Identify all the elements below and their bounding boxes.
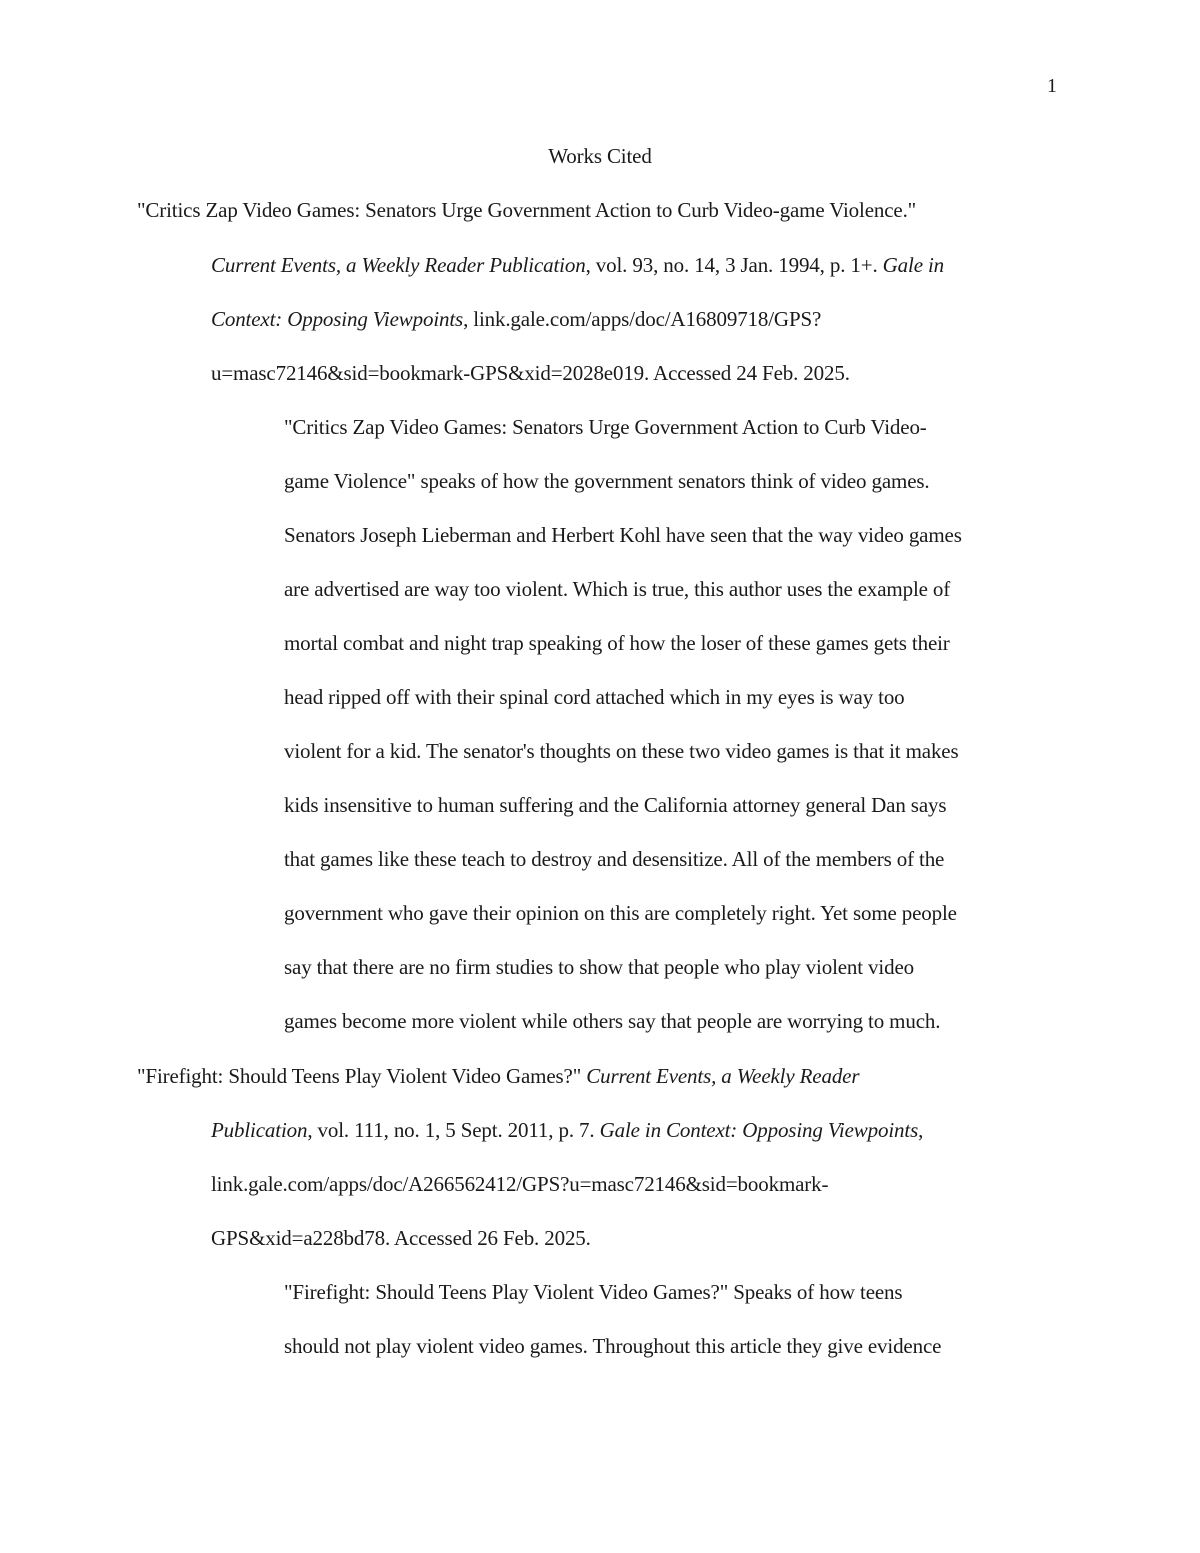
citation-1-publication: Current Events, a Weekly Reader Publication [211,253,586,277]
citation-1-line-2 [211,252,944,278]
citation-2-publication-start: Current Events, a Weekly Reader [586,1064,860,1088]
annotation-1-line: are advertised are way too violent. Which is true, this author uses the example of [284,577,951,601]
citation-2-comma: , [918,1118,924,1142]
annotation-1-line: government who gave their opinion on this are completely right. Yet some people [284,901,957,925]
citation-1-line-4: u=masc72146&sid=bookmark-GPS&xid=2028e019. Accessed 24 Feb. 2025. [211,361,850,385]
annotation-1-line: kids insensitive to human suffering and the California attorney general Dan says [284,793,947,817]
citation-2-details: , vol. 111, no. 1, 5 Sept. 2011, p. 7. [307,1118,600,1142]
page-number: 1 [1047,75,1057,97]
citation-1-database-start: Gale in [882,253,945,277]
annotation-1-line: Senators Joseph Lieberman and Herbert Kohl have seen that the way video games [284,523,962,547]
annotation-1-line: "Critics Zap Video Games: Senators Urge Government Action to Curb Video- [284,415,927,439]
annotation-1-line: games become more violent while others say that people are worrying to much. [284,1009,941,1033]
citation-1-line-3 [211,306,821,332]
citation-2-publication-end: Publication [211,1118,308,1142]
annotation-2-line: should not play violent video games. Throughout this article they give evidence [284,1334,942,1358]
annotation-2-line: "Firefight: Should Teens Play Violent Video Games?" Speaks of how teens [284,1280,903,1304]
citation-1-link: , link.gale.com/apps/doc/A16809718/GPS? [463,307,822,331]
citation-1-line-1: "Critics Zap Video Games: Senators Urge Government Action to Curb Video-game Violence." [137,198,917,222]
citation-1-details: , vol. 93, no. 14, 3 Jan. 1994, p. 1+. [585,253,883,277]
citation-2-line-2 [211,1117,923,1143]
annotation-1-line: that games like these teach to destroy and desensitize. All of the members of the [284,847,945,871]
annotation-1-line: head ripped off with their spinal cord attached which in my eyes is way too [284,685,905,709]
citation-2-title: "Firefight: Should Teens Play Violent Video Games?" [137,1064,587,1088]
citation-2-line-1 [137,1063,859,1089]
citation-2-line-4: GPS&xid=a228bd78. Accessed 26 Feb. 2025. [211,1226,591,1250]
annotation-1-line: violent for a kid. The senator's thoughts on these two video games is that it makes [284,739,959,763]
citation-2-database: Gale in Context: Opposing Viewpoints [599,1118,919,1142]
page-title: Works Cited [548,144,652,168]
annotation-1-line: mortal combat and night trap speaking of how the loser of these games gets their [284,631,950,655]
annotation-1-line: game Violence" speaks of how the government senators think of video games. [284,469,930,493]
citation-2-line-3: link.gale.com/apps/doc/A266562412/GPS?u=masc72146&sid=bookmark- [211,1172,829,1196]
citation-1-database-end: Context: Opposing Viewpoints [211,307,464,331]
annotation-1-line: say that there are no firm studies to show that people who play violent video [284,955,914,979]
